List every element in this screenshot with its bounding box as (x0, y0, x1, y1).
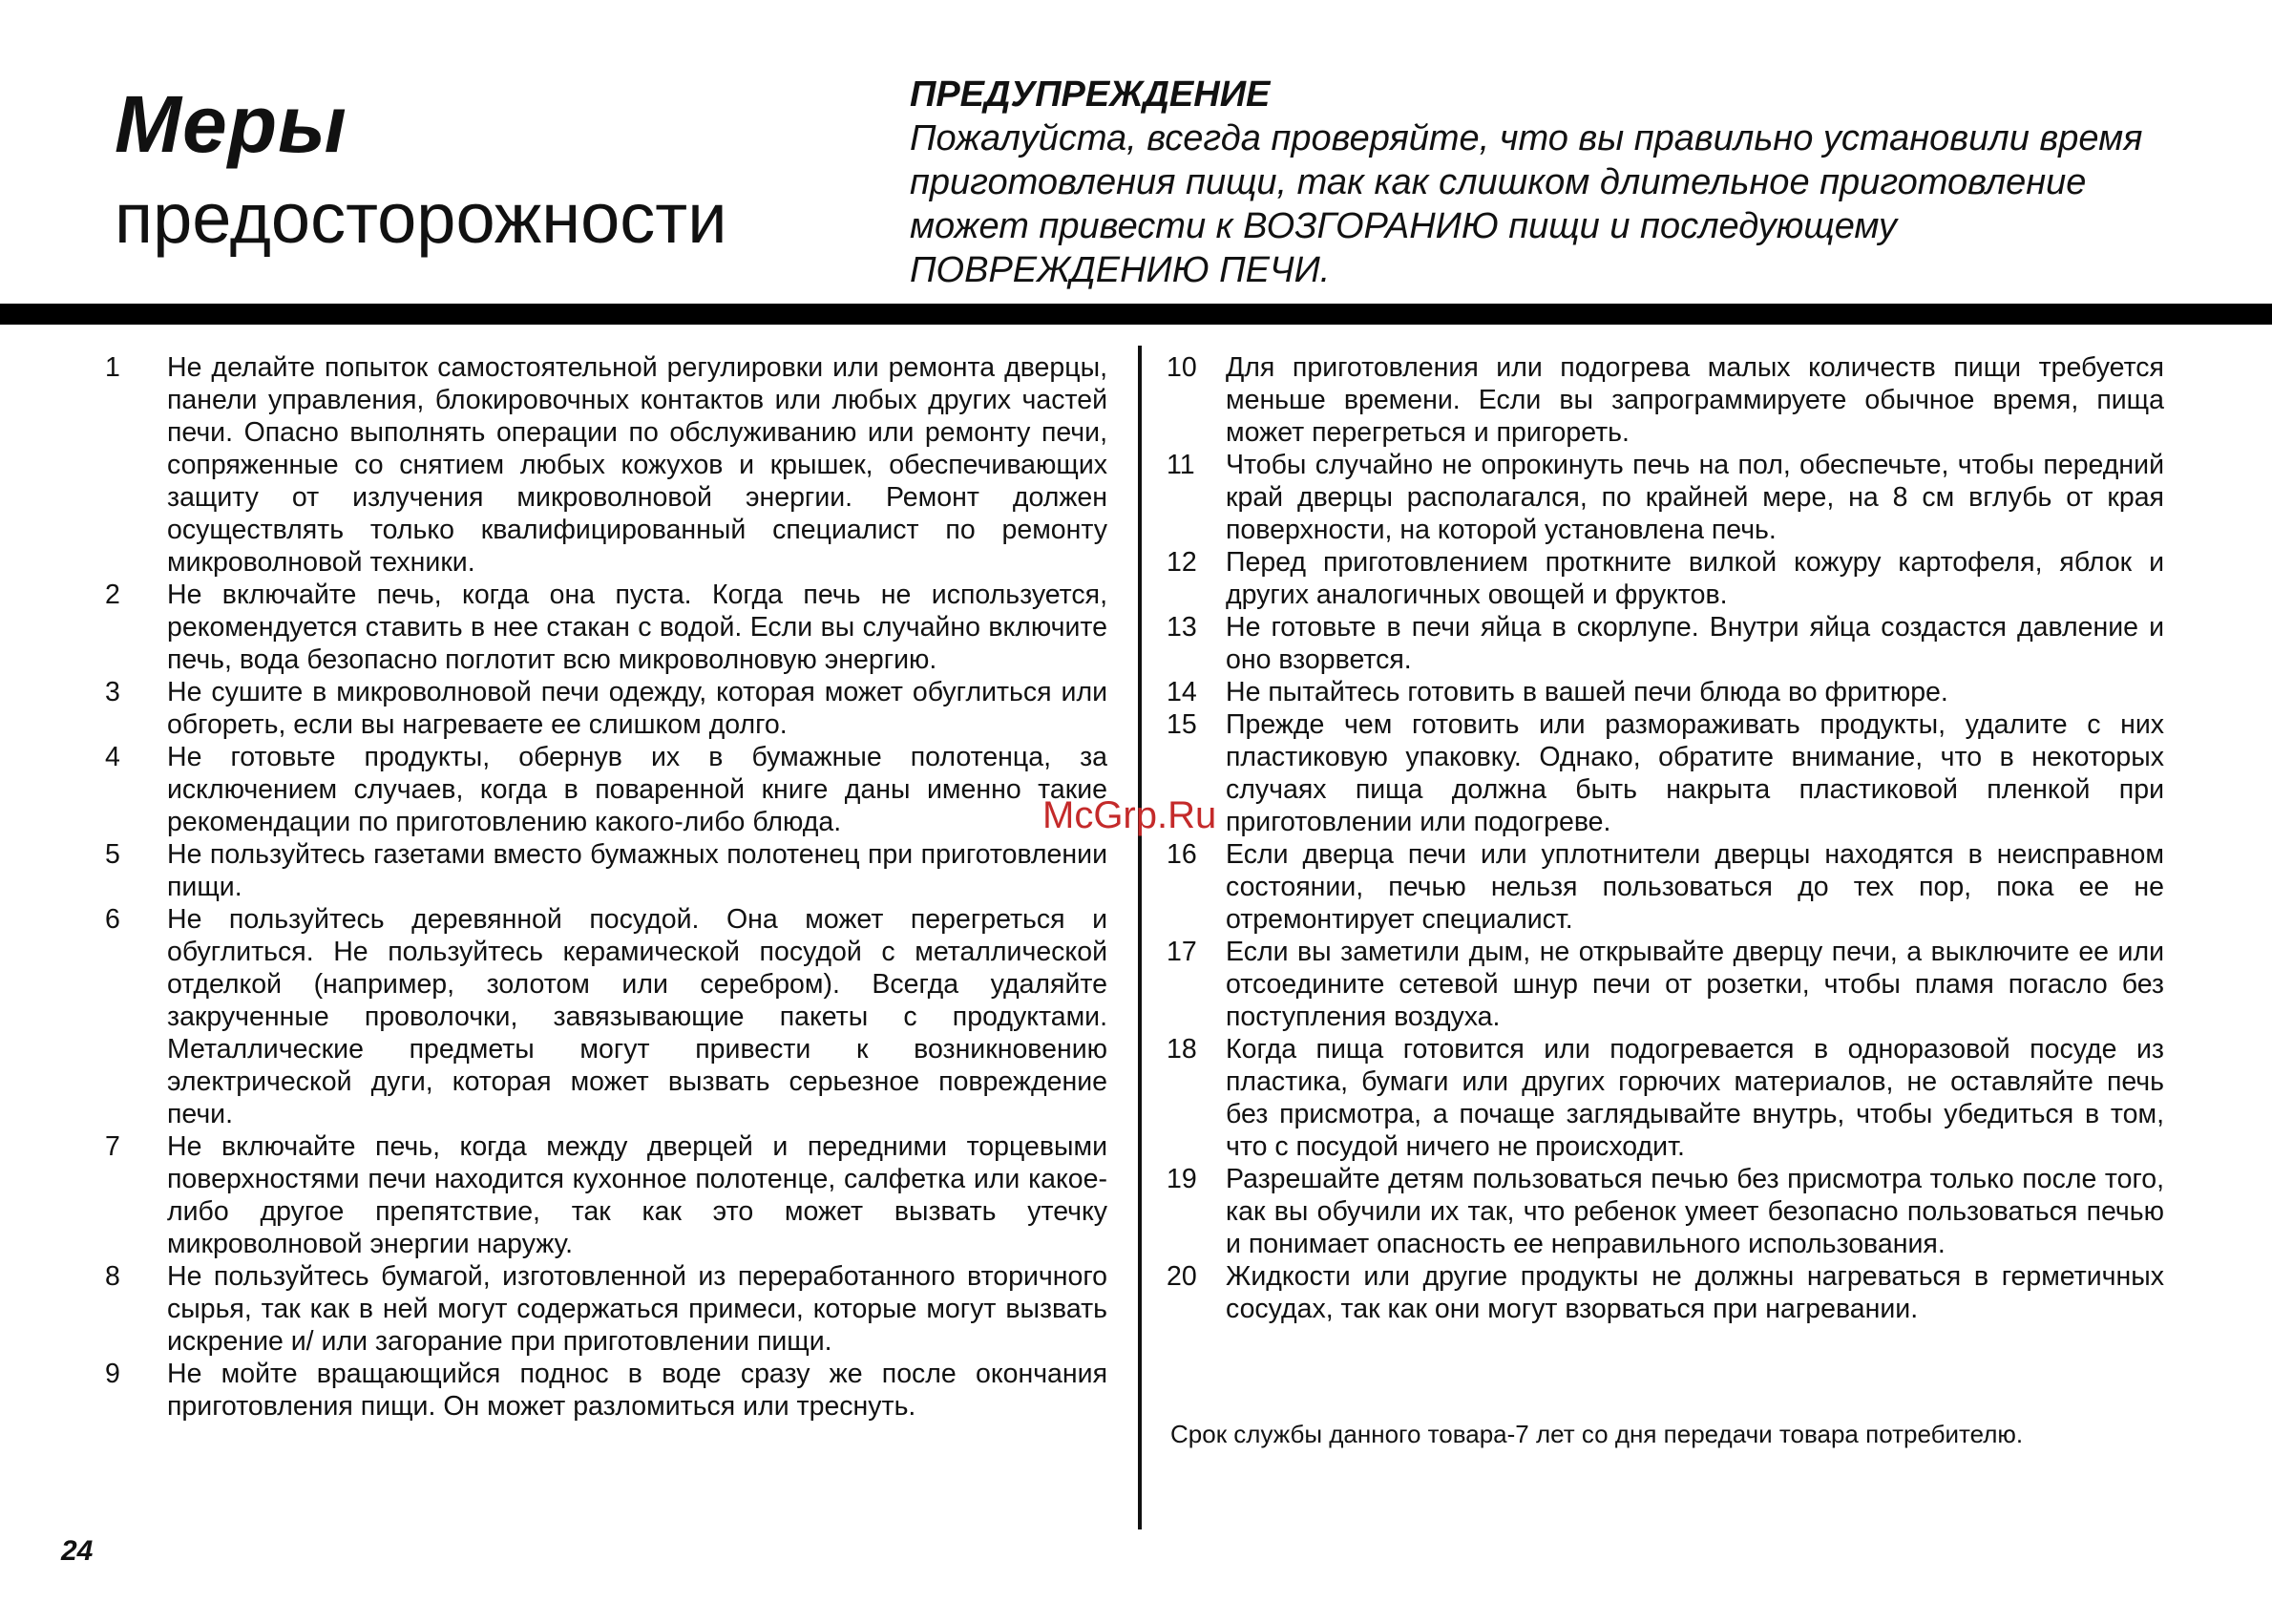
item-text: Не пытайтесь готовить в вашей печи блюда во фритюре. (1226, 677, 1948, 707)
warning-heading: ПРЕДУПРЕЖДЕНИЕ (910, 74, 1271, 115)
item-number: 4 (105, 742, 120, 772)
watermark: McGrp.Ru (1042, 794, 1217, 836)
warning-text: Пожалуйста, всегда проверяйте, что вы правильно установили время приготовления пищи, так как слишком длительное приготовление может привести к ВОЗГОРАНИЮ пищи и последующему ПОВРЕЖДЕНИЮ ПЕЧИ. (910, 118, 2143, 290)
item-text: Не сушите в микроволновой печи одежду, которая может обуглиться или обгореть, если вы нагреваете ее слишком долго. (167, 677, 1107, 740)
item-number: 11 (1167, 450, 1195, 480)
list-item (105, 903, 1107, 1130)
item-number: 3 (105, 677, 120, 707)
item-number: 18 (1167, 1034, 1197, 1065)
item-text: Не включайте печь, когда она пуста. Когда печь не используется, рекомендуется ставить в нее стакан с водой. Если вы случайно включите печь, вода безопасно поглотит всю микроволновую энергию. (167, 580, 1107, 675)
list-item (1167, 708, 2164, 838)
list-item (1167, 838, 2164, 936)
item-number: 20 (1167, 1261, 1197, 1292)
item-number: 10 (1167, 352, 1197, 383)
page-number: 24 (61, 1535, 94, 1567)
list-item (1167, 1033, 2164, 1163)
header-rule (0, 304, 2272, 325)
left-column (105, 351, 1107, 1423)
item-text: Перед приготовлением проткните вилкой кожуру картофеля, яблок и других аналогичных овощей и фруктов. (1226, 547, 2164, 610)
list-item (1167, 1260, 2164, 1325)
list-item (1167, 1163, 2164, 1260)
item-text: Не пользуйтесь бумагой, изготовленной из переработанного вторичного сырья, так как в ней могут содержаться примеси, которые могут вызвать искрение и/ или загорание при приготовлении пищи. (167, 1261, 1107, 1357)
item-text: Не мойте вращающийся поднос в воде сразу же после окончания приготовления пищи. Он может разломиться или треснуть. (167, 1359, 1107, 1422)
page-title: Меры (115, 79, 347, 169)
item-number: 19 (1167, 1164, 1197, 1194)
item-text: Не пользуйтесь газетами вместо бумажных полотенец при приготовлении пищи. (167, 839, 1107, 902)
item-text: Не готовьте в печи яйца в скорлупе. Внутри яйца создастся давление и оно взорвется. (1226, 612, 2164, 675)
list-item (1167, 449, 2164, 546)
item-number: 15 (1167, 709, 1197, 740)
item-text: Если вы заметили дым, не открывайте дверцу печи, а выключите ее или отсоедините сетевой шнур печи от розетки, чтобы пламя погасло без поступления воздуха. (1226, 937, 2164, 1032)
list-item (105, 1130, 1107, 1260)
list-item (105, 351, 1107, 579)
item-number: 16 (1167, 839, 1197, 870)
item-text: Если дверца печи или уплотнители дверцы находятся в неисправном состоянии, печью нельзя пользоваться до тех пор, пока ее не отремонтирует специалист. (1226, 839, 2164, 935)
item-text: Чтобы случайно не опрокинуть печь на пол, обеспечьте, чтобы передний край дверцы располагался, по крайней мере, на 8 см вглубь от края поверхности, на которой установлена печь. (1226, 450, 2164, 545)
item-text: Разрешайте детям пользоваться печью без присмотра только после того, как вы обучили их так, что ребенок умеет безопасно пользоваться печью и понимает опасность ее неправильного использования. (1226, 1164, 2164, 1259)
list-item (105, 579, 1107, 676)
column-divider (1138, 346, 1142, 1529)
list-item (105, 1358, 1107, 1423)
item-number: 17 (1167, 937, 1197, 967)
item-number: 13 (1167, 612, 1197, 643)
item-number: 12 (1167, 547, 1197, 578)
list-item (105, 741, 1107, 838)
item-text: Жидкости или другие продукты не должны нагреваться в герметичных сосудах, так как они могут взорваться при нагревании. (1226, 1261, 2164, 1324)
list-item (1167, 611, 2164, 676)
list-item (1167, 351, 2164, 449)
item-text: Прежде чем готовить или размораживать продукты, удалите с них пластиковую упаковку. Однако, обратите внимание, что в некоторых случаях пища должна быть накрыта пластиковой пленкой при приготовлении или подогреве. (1226, 709, 2164, 837)
item-number: 6 (105, 904, 120, 935)
item-text: Когда пища готовится или подогревается в одноразовой посуде из пластика, бумаги или других горючих материалов, не оставляйте печь без присмотра, а почаще заглядывайте внутрь, чтобы убедиться в том, что с посудой ничего не происходит. (1226, 1034, 2164, 1162)
item-text: Не включайте печь, когда между дверцей и передними торцевыми поверхностями печи находится кухонное полотенце, салфетка или какое-либо другое препятствие, так как это может вызвать утечку микроволновой энергии наружу. (167, 1131, 1107, 1259)
item-number: 14 (1167, 677, 1197, 707)
item-text: Не готовьте продукты, обернув их в бумажные полотенца, за исключением случаев, когда в поваренной книге даны именно такие рекомендации по приготовлению какого-либо блюда. (167, 742, 1107, 837)
list-item (105, 676, 1107, 741)
item-number: 7 (105, 1131, 120, 1162)
item-number: 9 (105, 1359, 120, 1389)
page-subtitle: предосторожности (115, 179, 727, 258)
item-text: Не делайте попыток самостоятельной регулировки или ремонта дверцы, панели управления, блокировочных контактов или любых других частей печи. Опасно выполнять операции по обслуживанию или ремонту печи, сопряженные со снятием любых кожухов и крышек, обеспечивающих защиту от излучения микроволновой энергии. Ремонт должен осуществлять только квалифицированный специалист по ремонту микроволновой техники. (167, 352, 1107, 578)
item-number: 8 (105, 1261, 120, 1292)
service-life-note: Срок службы данного товара-7 лет со дня передачи товара потребителю. (1170, 1420, 2024, 1448)
list-item (1167, 546, 2164, 611)
warning-box (910, 73, 2151, 292)
list-item (105, 1260, 1107, 1358)
item-number: 5 (105, 839, 120, 870)
item-number: 2 (105, 580, 120, 610)
item-text: Не пользуйтесь деревянной посудой. Она может перегреться и обуглиться. Не пользуйтесь керамической посудой с металлической отделкой (например, золотом или серебром). Всегда удаляйте закрученные проволочки, завязывающие пакеты с продуктами. Металлические предметы могут привести к возникновению электрической дуги, которая может вызвать серьезное повреждение печи. (167, 904, 1107, 1129)
item-number: 1 (105, 352, 120, 383)
list-item (1167, 936, 2164, 1033)
list-item (1167, 676, 2164, 708)
list-item (105, 838, 1107, 903)
item-text: Для приготовления или подогрева малых количеств пищи требуется меньше времени. Если вы запрограммируете обычное время, пища может перегреться и пригореть. (1226, 352, 2164, 448)
right-column (1167, 351, 2164, 1325)
